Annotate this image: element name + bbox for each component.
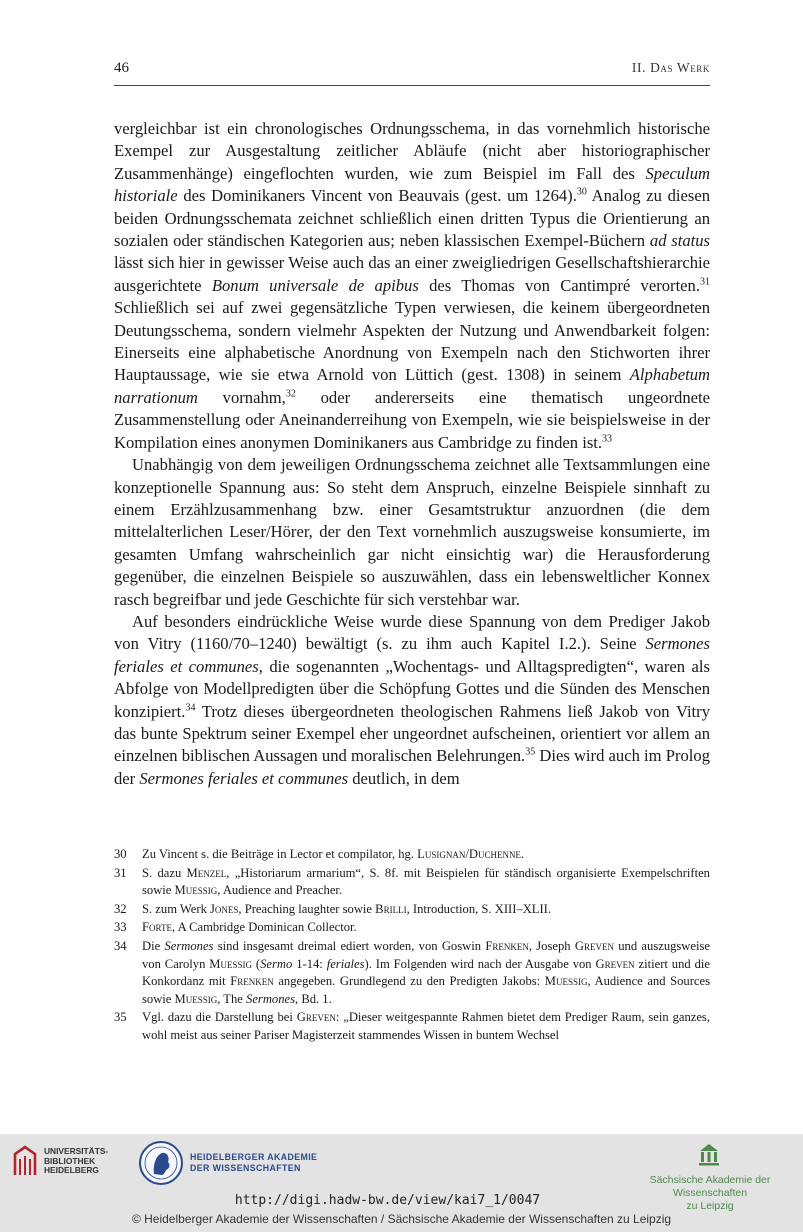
text-run: Dies wird auch im Prolog der	[114, 746, 710, 788]
author-name: Forte	[142, 920, 172, 935]
text-run: , Introduction, S. XIII–XLII.	[406, 901, 552, 916]
footnote-text	[142, 865, 710, 900]
text-run: , The	[217, 991, 247, 1006]
logo-text-line: DER WISSENSCHAFTEN	[190, 1163, 301, 1173]
logo-text-line: BIBLIOTHEK	[44, 1155, 96, 1166]
text-run: vergleichbar ist ein chronologisches Ordnungsschema, in das vornehmlich historische Exempel zur Ausgestaltung zeitlicher Abläufe (nicht aber historiographischer Zusammenhänge) eingeflochten wurden, wie zum Beispiel im Fall des	[114, 119, 710, 183]
text-run: Auf besonders eindrückliche Weise wurde diese Spannung von dem Prediger Jakob von Vitry (1160/70–1240) bewältigt (s. zu ihm auch Kapitel I.2.). Seine	[114, 611, 710, 654]
footnote-text	[142, 919, 710, 937]
text-run: , A Cambridge Dominican Collector.	[171, 920, 357, 935]
text-run: , die sogenannten „Wochentags- und Alltagspredigten“, waren als Abfolge von Modellpredigten über die Schöpfung Gottes und die Sünden des Menschen konzipiert.	[114, 656, 710, 721]
footnote-34	[114, 938, 710, 1008]
university-library-name	[44, 1147, 108, 1176]
text-run: sind insgesamt dreimal ediert worden, von Goswin	[213, 938, 486, 953]
page-header	[114, 60, 710, 82]
author-name: Muessig	[544, 974, 588, 989]
author-name: Muessig	[174, 883, 218, 898]
paragraph-1	[114, 118, 710, 454]
author-name: Duchenne	[468, 847, 521, 861]
author-name: Frenken	[230, 974, 274, 989]
footnote-33	[114, 919, 710, 937]
body-text	[114, 118, 710, 790]
running-head: II. Das Werk	[631, 60, 710, 75]
italic-term: feriales	[326, 956, 365, 971]
text-run: Zu Vincent s. die Beiträge in Lector et compilator, hg.	[142, 847, 418, 861]
author-name: Lusignan	[417, 847, 466, 861]
footnote-number: 31	[114, 865, 127, 880]
footnote-text	[142, 846, 710, 864]
author-name: Brilli	[375, 901, 407, 916]
logo-text-line: zu Leipzig	[686, 1200, 734, 1212]
footnote-number: 30	[114, 847, 127, 861]
copyright-notice: © Heidelberger Akademie der Wissenschaften / Sächsische Akademie der Wissenschaften zu Leipzig	[131, 1212, 672, 1226]
footnote-ref[interactable]: 32	[285, 388, 296, 400]
footnote-number: 32	[114, 901, 127, 916]
footnote-32	[114, 901, 710, 919]
text-run: , „Historiarum armarium“, S. 8f. mit Beispielen für ständisch organisierte Exempelschriften sowie	[142, 865, 710, 898]
author-name: Greven	[595, 956, 635, 971]
author-name: Jones	[210, 901, 239, 916]
logo-text-line: UNIVERSITÄTS-	[44, 1146, 109, 1156]
italic-title: Sermones	[164, 938, 214, 953]
text-run: , Audience and Preacher.	[217, 883, 343, 898]
heidelberg-academy-logo[interactable]	[138, 1140, 328, 1192]
italic-title: Sermones	[246, 991, 296, 1006]
author-name: Muessig	[174, 991, 218, 1006]
text-run: S. dazu	[142, 865, 187, 880]
text-run: , Audience and Sources sowie	[142, 974, 710, 1006]
university-library-logo[interactable]	[12, 1142, 122, 1182]
saxon-academy-building-icon	[698, 1142, 720, 1166]
footnote-number: 35	[114, 1010, 127, 1025]
author-name: Frenken	[485, 938, 529, 953]
text-run: des Thomas von Cantimpré verorten.	[418, 275, 700, 295]
text-run: : „Dieser weitgespannte Rahmen bietet dem Prediger Raum, sein ganzes, wohl meist aus seiner Pariser Magisterzeit stammendes Wissen in buntem Wechsel	[142, 1010, 710, 1042]
paragraph-3	[114, 611, 710, 790]
university-library-logo-icon	[12, 1144, 38, 1178]
italic-title: Speculum historiale	[114, 163, 710, 206]
text-run: , Preaching laughter sowie	[238, 901, 376, 916]
text-run: Vgl. dazu die Darstellung bei	[142, 1010, 297, 1025]
italic-term: ad status	[649, 231, 710, 251]
footnote-number: 33	[114, 920, 127, 935]
text-run: , Bd. 1.	[295, 991, 332, 1006]
text-run: und auszugsweise von Carolyn	[142, 938, 710, 971]
header-rule	[114, 85, 710, 86]
footnote-ref[interactable]: 33	[602, 433, 613, 445]
text-run: lässt sich hier in gewisser Weise auch das an einer zweigliedrigen Gesellschaftshierarchie ausgerichtete	[114, 253, 710, 295]
footnote-ref[interactable]: 30	[576, 186, 587, 198]
text-run: oder andererseits eine thematisch ungeordnete Zusammenstellung oder Aneinanderreihung von Exempeln, wie sie beispielsweise in der Kompilation eines anonymen Dominikaners aus Cambridge zu finden ist.	[114, 387, 710, 452]
academy-seal-icon	[138, 1140, 184, 1186]
heidelberg-academy-name	[190, 1152, 317, 1174]
text-run: Analog zu diesen beiden Ordnungsschemata zeichnet schließlich einen dritten Typus die Orientierung an sozialen oder ständischen Kategorien aus; neben klassischen Exempel-Büchern	[114, 186, 710, 251]
author-name: Greven	[296, 1010, 336, 1025]
italic-title: Sermones feriales et communes	[139, 768, 349, 788]
text-run: (	[252, 956, 261, 971]
footnote-ref[interactable]: 35	[525, 746, 536, 758]
text-run: zitiert und die Konkordanz mit	[142, 956, 710, 989]
text-run: Schließlich sei auf zwei gegensätzliche Typen verwiesen, die keinem übergeordneten Deutungsschema, sondern vielmehr Aspekten der Nutzung und Anwendbarkeit folgen: Einerseits eine alphabetische Anordnung von Exempeln nach den Stichworten ihrer Hauptaussage, wie sie etwa Arnold von Lüttich (gest. 1308) in seinem	[114, 298, 710, 385]
footnote-text	[142, 1009, 710, 1044]
paragraph-2: Unabhängig von dem jeweiligen Ordnungsschema zeichnet alle Textsammlungen eine konzeptionelle Spannung aus: So steht dem Anspruch, einzelne Beispiele sinnhaft zu einem Erzählzusammenhang bzw. einer Gesamtstruktur anzuordnen (die dem mittelalterlichen Leser/Hörer, der den Text vornehmlich auszugsweise konsumierte, im gesamten Umfang wahrscheinlich gar nicht einsichtig war) die Herausforderung gegenüber, die einzelnen Beispiele so auszuwählen, dass ein lebensweltlicher Konnex rasch begreifbar und jede Geschichte für sich verstehbar war.	[114, 455, 710, 609]
text-run: ). Im Folgenden wird nach der Ausgabe von	[364, 956, 596, 971]
footnote-35	[114, 1009, 710, 1044]
footnote-ref[interactable]: 31	[700, 276, 710, 288]
text-run: .	[520, 847, 525, 861]
italic-title: Alphabetum narrationum	[114, 365, 710, 407]
logo-text-line: HEIDELBERGER AKADEMIE	[190, 1152, 318, 1162]
footnote-text	[142, 938, 710, 1008]
footnote-number: 34	[114, 938, 127, 953]
author-name: Greven	[574, 938, 614, 953]
footnotes	[114, 846, 710, 1046]
text-run: deutlich, in dem	[348, 768, 460, 788]
text-run: 1-14:	[292, 956, 327, 971]
footnote-30	[114, 846, 710, 864]
text-run: Trotz dieses übergeordneten theologischen Rahmens ließ Jakob von Vitry das bunte Spektrum seiner Exempel eher ungeordnet aufscheinen, orientiert vor allem an einzelnen biblischen Aussagen und moralischen Belehrungen.	[114, 701, 710, 766]
italic-title: Sermones feriales et communes	[114, 634, 710, 676]
logo-text-line: Sächsische Akademie der Wissenschaften	[649, 1174, 771, 1199]
text-run: Die	[142, 938, 165, 953]
text-run: S. zum Werk	[142, 901, 211, 916]
text-run: , Joseph	[528, 938, 575, 953]
footnote-ref[interactable]: 34	[185, 702, 196, 714]
page-number: 46	[114, 60, 129, 76]
author-name: Menzel	[186, 865, 227, 880]
italic-title: Bonum universale de apibus	[211, 275, 419, 295]
footnote-31	[114, 865, 710, 900]
text-run: des Dominikaners Vincent von Beauvais (gest. um 1264).	[177, 186, 577, 206]
italic-title: Sermo	[260, 956, 293, 971]
author-name: Muessig	[209, 956, 252, 971]
logo-text-line: HEIDELBERG	[44, 1165, 99, 1176]
text-run: /	[465, 847, 469, 861]
page-url-link[interactable]: http://digi.hadw-bw.de/view/kai7_1/0047	[234, 1193, 541, 1208]
text-run: angegeben. Grundlegend zu den Predigten Jakobs:	[273, 974, 545, 989]
text-run: vornahm,	[197, 387, 286, 407]
footnote-text	[142, 901, 710, 919]
